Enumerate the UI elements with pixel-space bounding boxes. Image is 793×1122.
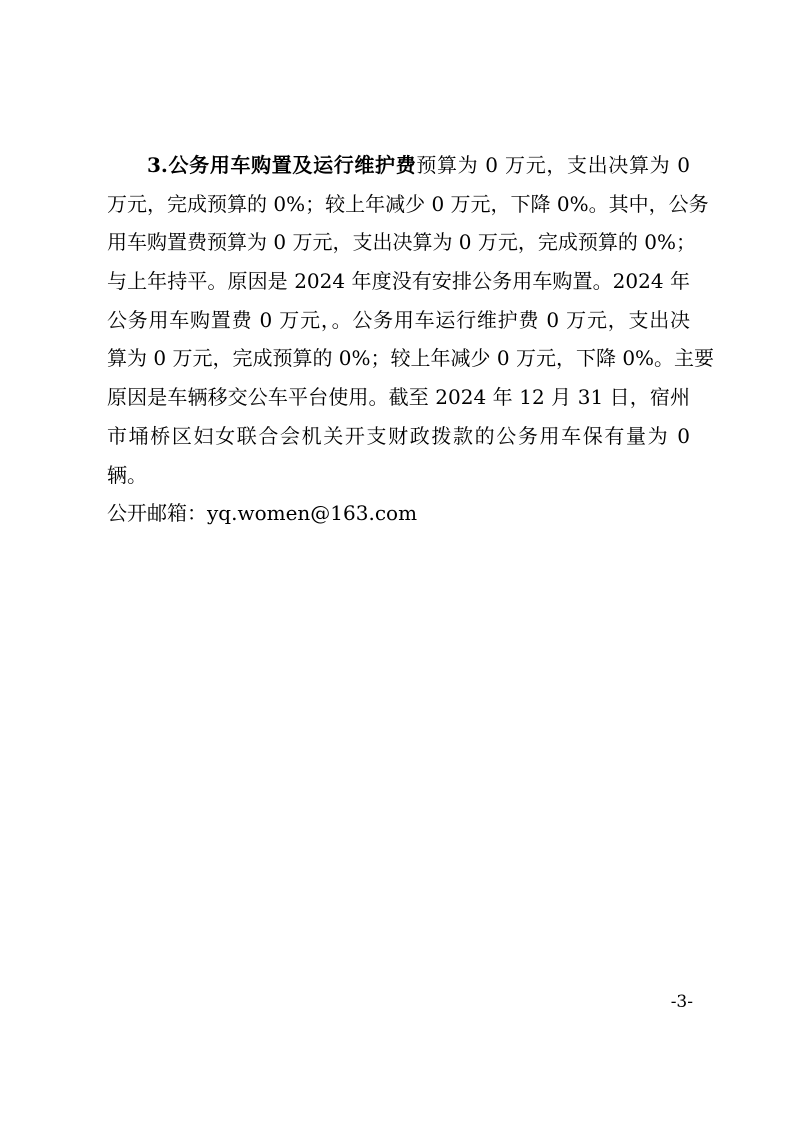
document-body: [107, 146, 715, 533]
paragraph-text: 预算为 0 万元，支出决算为 0: [416, 153, 690, 177]
paragraph-line: 与上年持平。原因是 2024 年度没有安排公务用车购置。2024 年: [107, 269, 690, 294]
paragraph-line: 公务用车购置费 0 万元，。公务用车运行维护费 0 万元，支出决: [107, 307, 690, 332]
paragraph-line: 辆。: [107, 462, 147, 487]
paragraph-line: 万元，完成预算的 0%；较上年减少 0 万元，下降 0%。其中，公务: [107, 191, 709, 216]
paragraph-line: 原因是车辆移交公车平台使用。截至 2024 年 12 月 31 日，宿州: [107, 385, 690, 410]
paragraph-line: [107, 146, 690, 185]
paragraph-line: 用车购置费预算为 0 万元，支出决算为 0 万元，完成预算的 0%；: [107, 230, 696, 255]
page-number: -3-: [670, 992, 693, 1012]
section-heading: 3.公务用车购置及运行维护费: [147, 153, 417, 177]
paragraph-line: 算为 0 万元，完成预算的 0%；较上年减少 0 万元，下降 0%。主要: [107, 346, 715, 371]
paragraph-line: 市埇桥区妇女联合会机关开支财政拨款的公务用车保有量为 0: [107, 423, 690, 448]
contact-email: 公开邮箱：yq.women@163.com: [107, 501, 418, 526]
